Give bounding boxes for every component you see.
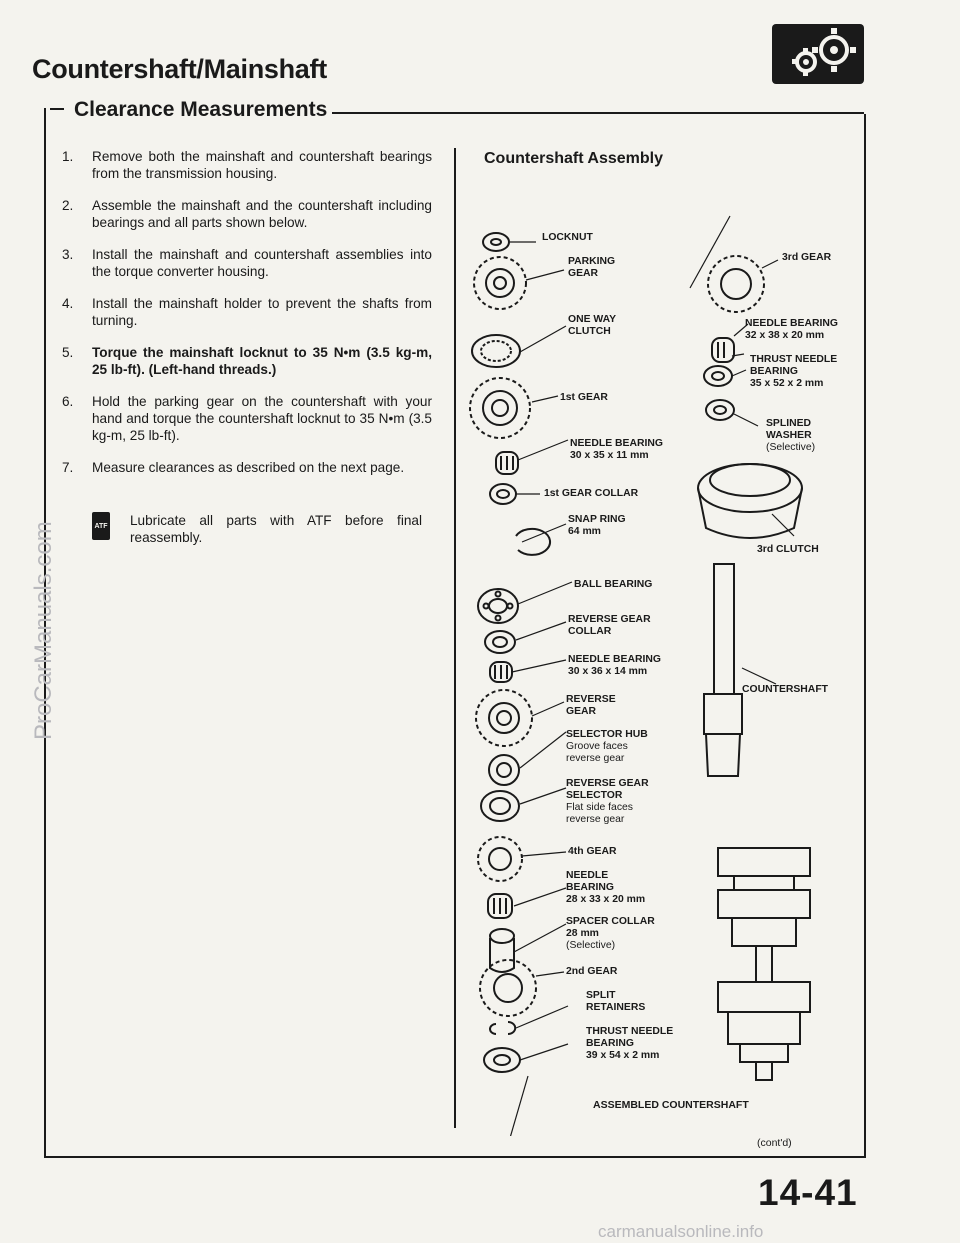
step-item: 4. Install the mainshaft holder to prevent the shafts from turning. (62, 296, 432, 328)
label-snap-ring: SNAP RING 64 mm (568, 514, 626, 537)
reverse-gear-collar-icon (485, 631, 515, 653)
page-number: 14-41 (758, 1172, 858, 1213)
gear-icon (772, 24, 864, 84)
first-gear-icon (470, 378, 530, 438)
label-needle-bearing-30-36-14: NEEDLE BEARING 30 x 36 x 14 mm (568, 654, 661, 677)
label-splined-washer: SPLINED WASHER (Selective) (766, 418, 816, 453)
step-item: 7. Measure clearances as described on the next page. (62, 460, 405, 475)
label-fourth-gear: 4th GEAR (568, 846, 617, 857)
section-rule (332, 112, 864, 114)
frame-right (864, 114, 866, 1156)
needle-bearing-icon (496, 452, 518, 474)
label-thrust-needle-bearing-35-52-2: THRUST NEEDLE BEARING 35 x 52 x 2 mm (750, 354, 838, 389)
label-selector-hub: SELECTOR HUB Groove faces reverse gear (566, 729, 648, 764)
first-gear-collar-icon (490, 484, 516, 504)
assembled-countershaft-icon (718, 848, 810, 1080)
continued-note: (cont'd) (757, 1137, 792, 1149)
splined-washer-icon (706, 400, 734, 420)
split-retainers-icon (490, 1022, 515, 1034)
parking-gear-icon (474, 257, 526, 309)
third-gear-icon (708, 256, 764, 312)
watermark-bottom: carmanualsonline.info (598, 1222, 764, 1241)
label-reverse-gear-selector: REVERSE GEAR SELECTOR Flat side faces reverse gear (566, 778, 649, 825)
label-parking-gear: PARKING GEAR (568, 256, 616, 279)
label-thrust-needle-bearing-39-54-2: THRUST NEEDLE BEARING 39 x 54 x 2 mm (586, 1026, 674, 1061)
label-ball-bearing: BALL BEARING (574, 579, 653, 590)
label-needle-bearing-30-35-11: NEEDLE BEARING 30 x 35 x 11 mm (570, 438, 663, 461)
section-title: Clearance Measurements (74, 98, 328, 121)
step-item: 3. Install the mainshaft and countershaft assemblies into the torque converter housing. (62, 247, 432, 279)
note-text: Lubricate all parts with ATF before final reassembly. (130, 513, 422, 545)
third-clutch-icon (698, 464, 802, 538)
reverse-gear-icon (476, 690, 532, 746)
atf-icon: ATF (92, 512, 110, 540)
needle-bearing-icon (712, 338, 734, 362)
label-needle-bearing-32-38-20: NEEDLE BEARING 32 x 38 x 20 mm (745, 318, 838, 341)
thrust-needle-bearing-icon (484, 1048, 520, 1072)
label-reverse-gear: REVERSE GEAR (566, 694, 616, 717)
step-item: 6. Hold the parking gear on the countershaft with your hand and torque the countershaft locknut to 35 N•m (3.5 kg-m, 25 lb-ft). (62, 394, 432, 443)
step-item: 2. Assemble the mainshaft and the countershaft including bearings and all parts shown below. (62, 198, 432, 230)
needle-bearing-icon (490, 662, 512, 682)
frame-bottom (44, 1156, 866, 1158)
label-one-way-clutch: ONE WAY CLUTCH (568, 314, 617, 337)
reverse-gear-selector-icon (481, 791, 519, 821)
section-rule-left (50, 108, 64, 110)
label-first-gear: 1st GEAR (560, 392, 608, 403)
label-third-clutch: 3rd CLUTCH (757, 544, 819, 555)
step-item: 5. Torque the mainshaft locknut to 35 N•m (3.5 kg-m, 25 lb-ft). (Left-hand threads.) (62, 345, 432, 377)
label-countershaft: COUNTERSHAFT (742, 684, 829, 695)
step-item: 1. Remove both the mainshaft and countershaft bearings from the transmission housing. (62, 149, 432, 181)
page-title: Countershaft/Mainshaft (32, 54, 327, 84)
needle-bearing-icon (488, 894, 512, 918)
label-third-gear: 3rd GEAR (782, 252, 832, 263)
label-locknut: LOCKNUT (542, 232, 593, 243)
label-needle-bearing-28-33-20: NEEDLE BEARING 28 x 33 x 20 mm (566, 870, 646, 905)
label-reverse-gear-collar: REVERSE GEAR COLLAR (568, 614, 651, 637)
countershaft-icon (704, 564, 742, 776)
thrust-needle-bearing-icon (704, 366, 732, 386)
lubrication-note (92, 512, 422, 546)
one-way-clutch-icon (472, 335, 520, 367)
diagram-title: Countershaft Assembly (484, 150, 663, 167)
second-gear-icon (480, 960, 536, 1016)
selector-hub-icon (489, 755, 519, 785)
watermark-left: ProCarManuals.com (30, 521, 57, 740)
spacer-collar-icon (490, 929, 514, 972)
fourth-gear-icon (478, 837, 522, 881)
label-first-gear-collar: 1st GEAR COLLAR (544, 488, 639, 499)
locknut-icon (483, 233, 509, 251)
procedure-steps (62, 148, 432, 491)
assembled-countershaft-label: ASSEMBLED COUNTERSHAFT (593, 1099, 749, 1111)
ball-bearing-icon (478, 589, 518, 623)
label-spacer-collar: SPACER COLLAR 28 mm (Selective) (566, 916, 655, 951)
label-split-retainers: SPLIT RETAINERS (586, 990, 646, 1013)
label-second-gear: 2nd GEAR (566, 966, 618, 977)
